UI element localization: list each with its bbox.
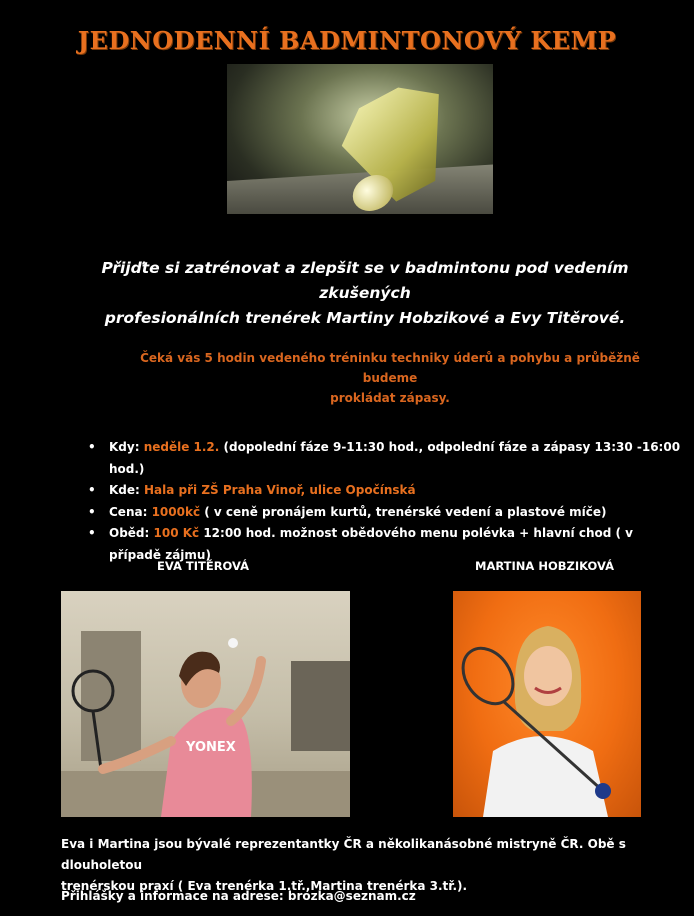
coach-name-eva: EVA TITĚROVÁ	[157, 559, 250, 573]
offer-line-2: prokládat zápasy.	[330, 391, 450, 405]
intro-text	[60, 256, 670, 331]
detail-label: Oběd:	[109, 526, 154, 540]
details-list	[85, 437, 685, 566]
shuttlecock-image	[227, 64, 493, 214]
bullet-icon: •	[88, 483, 96, 497]
page-title: JEDNODENNÍ BADMINTONOVÝ KEMP	[77, 26, 617, 56]
intro-line-2: profesionálních trenérek Martiny Hobzikové a Evy Titěrové.	[104, 309, 626, 327]
offer-line-1: Čeká vás 5 hodin vedeného tréninku techniky úderů a pohybu a průběžně budeme	[140, 351, 640, 385]
detail-price	[85, 502, 685, 524]
detail-value: neděle 1.2.	[143, 440, 220, 454]
coach-photo-martina	[453, 591, 641, 817]
closing-line-2: trenérskou praxí ( Eva trenérka 1.tř.,Martina trenérka 3.tř.).	[61, 879, 468, 893]
detail-text: 12:00 hod. možnost obědového menu polévka + hlavní chod ( v případě zájmu)	[109, 526, 633, 562]
detail-value: Hala při ZŠ Praha Vinoř, ulice Opočínská	[144, 483, 416, 497]
detail-where	[85, 480, 685, 502]
bullet-icon: •	[88, 526, 96, 540]
closing-text	[61, 834, 681, 897]
svg-text:YONEX: YONEX	[186, 740, 236, 755]
offer-text	[120, 348, 660, 408]
detail-label: Kdy:	[109, 440, 144, 454]
martina-photo-illustration	[453, 591, 641, 817]
coach-photo-eva	[61, 591, 350, 817]
closing-line-1: Eva i Martina jsou bývalé reprezentantky ČR a několikanásobné mistryně ČR. Obě s dlouholetou	[61, 837, 626, 872]
detail-text: (dopolední fáze 9-11:30 hod., odpolední fáze a zápasy 13:30 -16:00 hod.)	[109, 440, 681, 476]
coach-name-martina: MARTINA HOBZIKOVÁ	[475, 559, 614, 573]
bullet-icon: •	[88, 440, 96, 454]
detail-when	[85, 437, 685, 480]
detail-value: 1000kč	[151, 504, 201, 519]
bullet-icon: •	[88, 504, 96, 519]
intro-line-1: Přijďte si zatrénovat a zlepšit se v badmintonu pod vedením zkušených	[101, 259, 629, 302]
detail-label: Cena:	[109, 504, 152, 519]
detail-text: ( v ceně pronájem kurtů, trenérské vedení a plastové míče)	[200, 504, 607, 519]
contact-text: Přihlášky a informace na adrese: brozka@seznam.cz	[61, 889, 416, 903]
detail-label: Kde:	[109, 483, 145, 497]
detail-value: 100 Kč	[153, 526, 200, 540]
eva-photo-illustration	[61, 591, 350, 817]
